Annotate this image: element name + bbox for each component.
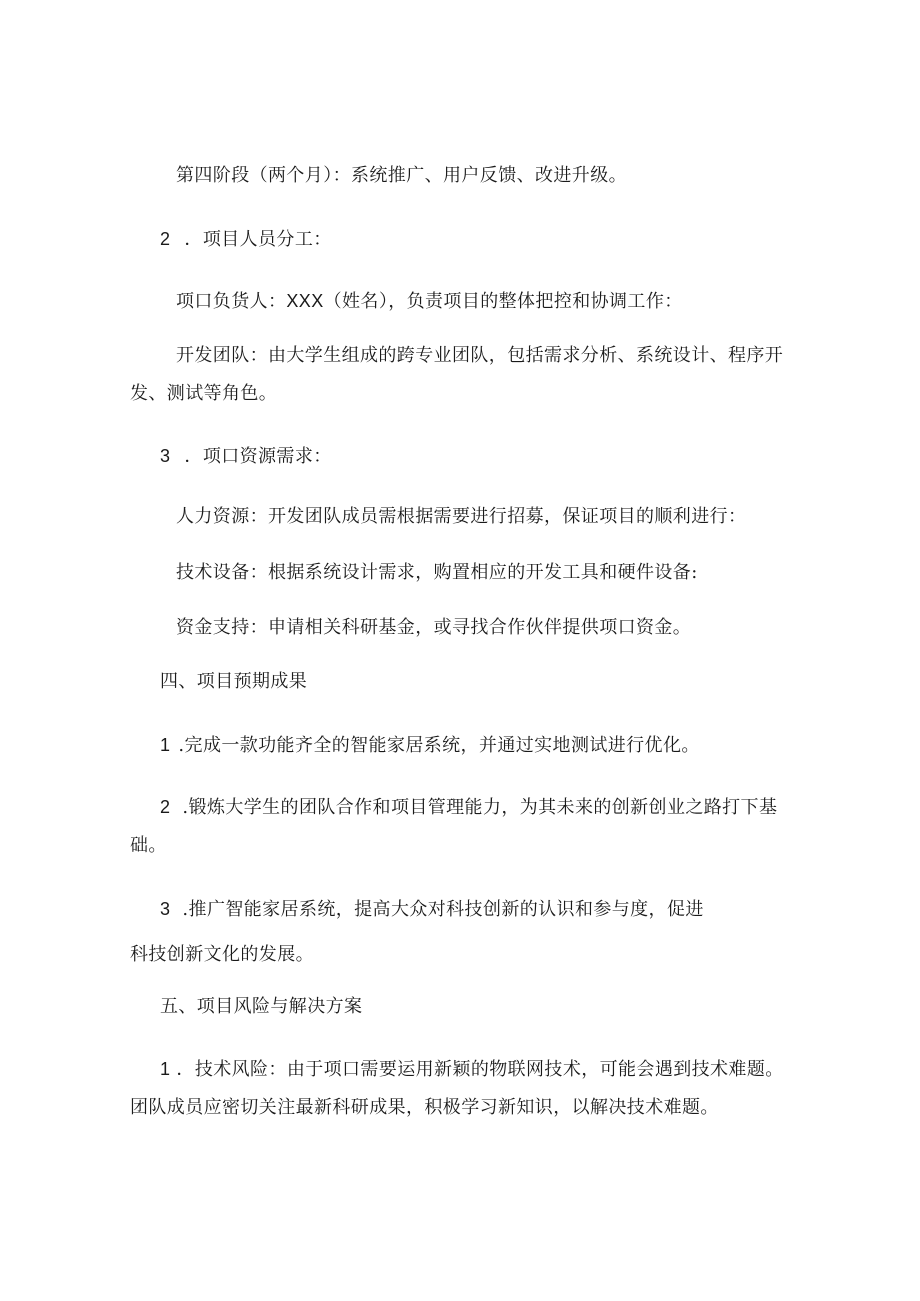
outcome-3-line-2: [130, 943, 314, 967]
section-4-heading: [160, 670, 307, 694]
outcome-2-text-2: 础。: [130, 835, 167, 856]
outcome-2-line-2: [130, 834, 167, 858]
human-resources-text: 人力资源：开发团队成员需根据需要进行招募，保证项目的顺利进行：: [176, 506, 747, 527]
leader-name: XXX: [286, 291, 324, 311]
outcome-2-line-1: [160, 795, 777, 820]
outcome-3-line-1: [160, 897, 704, 922]
outcome-1-text: .完成一款功能齐全的智能家居系统，并通过实地测试进行优化。: [178, 735, 700, 756]
dev-team-text-1: 开发团队：由大学生组成的跨专业团队，包括需求分析、系统设计、程序开: [176, 345, 784, 366]
dev-team-line-2: [130, 382, 277, 406]
leader-rest: （姓名），负责项目的整体把控和协调工作：: [323, 291, 683, 312]
risk-1-line-2: [130, 1096, 719, 1120]
section-5-heading: [160, 995, 362, 1019]
risk-1-line-1: [160, 1057, 784, 1082]
risk-1-text-2: 团队成员应密切关注最新科研成果，积极学习新知识，以解决技术难题。: [130, 1097, 719, 1118]
section-2-number: 2: [160, 229, 171, 249]
risk-1-number: 1: [160, 1059, 171, 1079]
tech-equipment-text: 技术设备：根据系统设计需求，购置相应的开发工具和硬件设备:: [176, 562, 698, 583]
risk-1-text: ．技术风险：由于项口需要运用新颖的物联网技术，可能会遇到技术难题。: [176, 1059, 784, 1080]
outcome-3-text: .推广智能家居系统，提高大众对科技创新的认识和参与度，促进: [182, 899, 704, 920]
funding-paragraph: [176, 616, 691, 640]
leader-paragraph: [176, 289, 683, 314]
outcome-3-text-2: 科技创新文化的发展。: [130, 944, 314, 965]
stage4-paragraph: [176, 164, 627, 188]
section-2-heading: [160, 227, 332, 252]
section-3-text: ．项口资源需求：: [184, 446, 332, 467]
outcome-3-number: 3: [160, 899, 171, 919]
dev-team-text-2: 发、测试等角色。: [130, 383, 278, 404]
section-2-text: ．项目人员分工：: [184, 229, 332, 250]
outcome-1-number: 1: [160, 735, 171, 755]
stage4-text: 第四阶段（两个月）：系统推广、用户反馈、改进升级。: [176, 165, 627, 186]
outcome-2-number: 2: [160, 797, 171, 817]
tech-equipment-paragraph: [176, 561, 698, 585]
section-5-heading-text: 五、项目风险与解决方案: [160, 996, 363, 1017]
human-resources-paragraph: [176, 505, 746, 529]
section-3-heading: [160, 444, 332, 469]
dev-team-line-1: [176, 344, 783, 368]
outcome-1-line-1: [160, 733, 700, 758]
leader-prefix: 项口负货人：: [176, 291, 287, 312]
section-4-heading-text: 四、项目预期成果: [160, 671, 308, 692]
section-3-number: 3: [160, 446, 171, 466]
funding-text: 资金支持：申请相关科研基金，或寻找合作伙伴提供项口资金。: [176, 617, 692, 638]
outcome-2-text: .锻炼大学生的团队合作和项目管理能力，为其未来的创新创业之路打下基: [182, 797, 778, 818]
